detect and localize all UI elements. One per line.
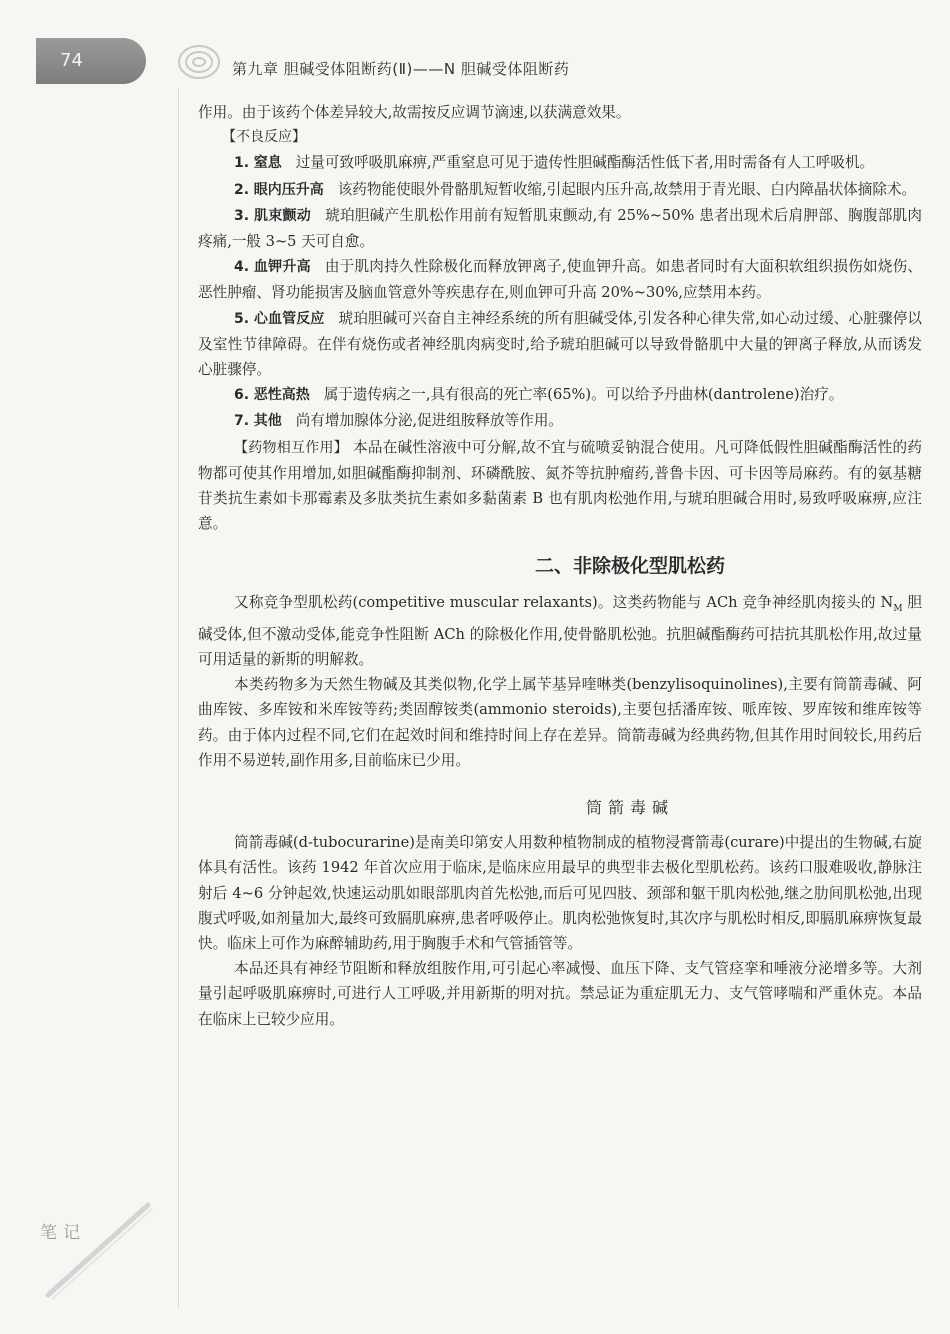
drug-paragraph-1: 筒箭毒碱(d-tubocurarine)是南美印第安人用数种植物制成的植物浸膏箭毒(curare)中提出的生物碱,右旋体具有活性。该药 1942 年首次应用于临床,是临床应用最早的典型非去极化型肌松药。该药口服难吸收,静脉注射后 4~6 分钟起效,快速运动肌如眼部肌肉首先松弛,而后可见四肢、颈部和躯干肌肉松弛,继之肋间肌松弛,出现腹式呼吸,如剂量加大,最终可致膈肌麻痹,患者呼吸停止。肌肉松弛恢复时,其次序与肌松时相反,即膈肌麻痹恢复最快。临床上可作为麻醉辅助药,用于胸腹手术和气管插管等。 — [198, 834, 922, 952]
drug-subtitle: 筒箭毒碱 — [585, 797, 674, 817]
item-number: 3. — [234, 207, 250, 224]
item-number: 5. — [234, 310, 250, 327]
item-number: 7. — [234, 413, 250, 430]
adverse-item-3 — [198, 203, 922, 254]
page-number-tab — [36, 38, 146, 84]
paragraph-intro: 作用。由于该药个体差异较大,故需按反应调节滴速,以获满意效果。 — [198, 104, 631, 121]
item-heading: 眼内压升高 — [253, 181, 324, 198]
item-heading: 肌束颤动 — [253, 207, 312, 224]
chapter-header-title: 第九章 胆碱受体阻断药(Ⅱ)——N 胆碱受体阻断药 — [232, 60, 570, 78]
item-text: 过量可致呼吸肌麻痹,严重窒息可见于遗传性胆碱酯酶活性低下者,用时需备有人工呼吸机。 — [295, 154, 875, 172]
section-p1-text-a: 又称竞争型肌松药(competitive muscular relaxants)。这类药物能与 ACh 竞争神经肌肉接头的 N — [234, 593, 894, 611]
item-text: 该药物能使眼外骨骼肌短暂收缩,引起眼内压升高,故禁用于青光眼、白内障晶状体摘除术。 — [337, 180, 917, 198]
drug-interaction-paragraph — [198, 435, 922, 537]
item-heading: 心血管反应 — [253, 310, 325, 327]
section-paragraph-2: 本类药物多为天然生物碱及其类似物,化学上属苄基异喹啉类(benzylisoquinolines),主要有筒箭毒碱、阿曲库铵、多库铵和米库铵等药;类固醇铵类(ammonio steroids),主要包括潘库铵、哌库铵、罗库铵和维库铵等药。由于体内过程不同,它们在起效时间和维持时间上存在差异。筒箭毒碱为经典药物,但其作用时间较长,用药后作用不易逆转,副作用多,目前临床已少用。 — [198, 676, 922, 769]
item-number: 2. — [234, 181, 250, 198]
item-text: 琥珀胆碱产生肌松作用前有短暂肌束颤动,有 25%~50% 患者出现术后肩胛部、胸腹部肌肉疼痛,一般 3~5 天可自愈。 — [198, 206, 923, 251]
section-title: 二、非除极化型肌松药 — [534, 555, 725, 578]
swirl-decoration-icon — [176, 42, 222, 82]
drug-interaction-label: 【药物相互作用】 — [234, 439, 349, 456]
notes-label: 笔记 — [40, 1223, 86, 1243]
item-number: 4. — [234, 259, 250, 276]
section-p1-text-b: 胆碱受体,但不激动受体,能竞争性阻断 ACh 的除极化作用,使骨骼肌松弛。抗胆碱酯酶药可拮抗其肌松作用,故过量可用适量的新斯的明解救。 — [198, 593, 922, 668]
pen-icon — [28, 1195, 168, 1305]
adverse-item-7 — [198, 408, 922, 434]
section-paragraph-1 — [198, 590, 922, 673]
item-heading: 血钾升高 — [253, 259, 311, 276]
subscript-m: M — [893, 603, 903, 614]
item-text: 尚有增加腺体分泌,促进组胺释放等作用。 — [295, 412, 564, 430]
adverse-item-2 — [198, 177, 922, 203]
adverse-item-1 — [198, 150, 922, 176]
item-heading: 其他 — [253, 413, 282, 430]
item-number: 1. — [234, 155, 250, 172]
item-number: 6. — [234, 387, 250, 404]
adverse-item-6 — [198, 382, 922, 408]
margin-rule — [178, 88, 179, 1308]
item-heading: 恶性高热 — [253, 387, 310, 404]
page-content — [198, 100, 922, 1032]
adverse-reactions-label: 【不良反应】 — [222, 129, 306, 146]
item-text: 琥珀胆碱可兴奋自主神经系统的所有胆碱受体,引发各种心律失常,如心动过缓、心脏骤停以及室性节律障碍。在伴有烧伤或者神经肌肉病变时,给予琥珀胆碱可以导致骨骼肌中大量的钾离子释放,从而诱发心脏骤停。 — [198, 309, 923, 379]
page-number: 74 — [60, 50, 83, 71]
item-heading: 窒息 — [253, 155, 282, 172]
adverse-item-5 — [198, 306, 922, 383]
item-text: 由于肌肉持久性除极化而释放钾离子,使血钾升高。如患者同时有大面积软组织损伤如烧伤、恶性肿瘤、肾功能损害及脑血管意外等疾患存在,则血钾可升高 20%~30%,应禁用本药。 — [198, 258, 922, 302]
adverse-item-4 — [198, 254, 922, 305]
drug-interaction-text: 本品在碱性溶液中可分解,故不宜与硫喷妥钠混合使用。凡可降低假性胆碱酯酶活性的药物都可使其作用增加,如胆碱酯酶抑制剂、环磷酰胺、氮芥等抗肿瘤药,普鲁卡因、可卡因等局麻药。有的氨基糖苷类抗生素如卡那霉素及多肽类抗生素如多黏菌素 B 也有肌肉松弛作用,与琥珀胆碱合用时,易致呼吸麻痹,应注意。 — [198, 438, 923, 533]
item-text: 属于遗传病之一,具有很高的死亡率(65%)。可以给予丹曲林(dantrolene)治疗。 — [323, 386, 844, 404]
drug-paragraph-2: 本品还具有神经节阻断和释放组胺作用,可引起心率减慢、血压下降、支气管痉挛和唾液分泌增多等。大剂量引起呼吸肌麻痹时,可进行人工呼吸,并用新斯的明对抗。禁忌证为重症肌无力、支气管哮喘和严重休克。本品在临床上已较少应用。 — [198, 960, 922, 1028]
